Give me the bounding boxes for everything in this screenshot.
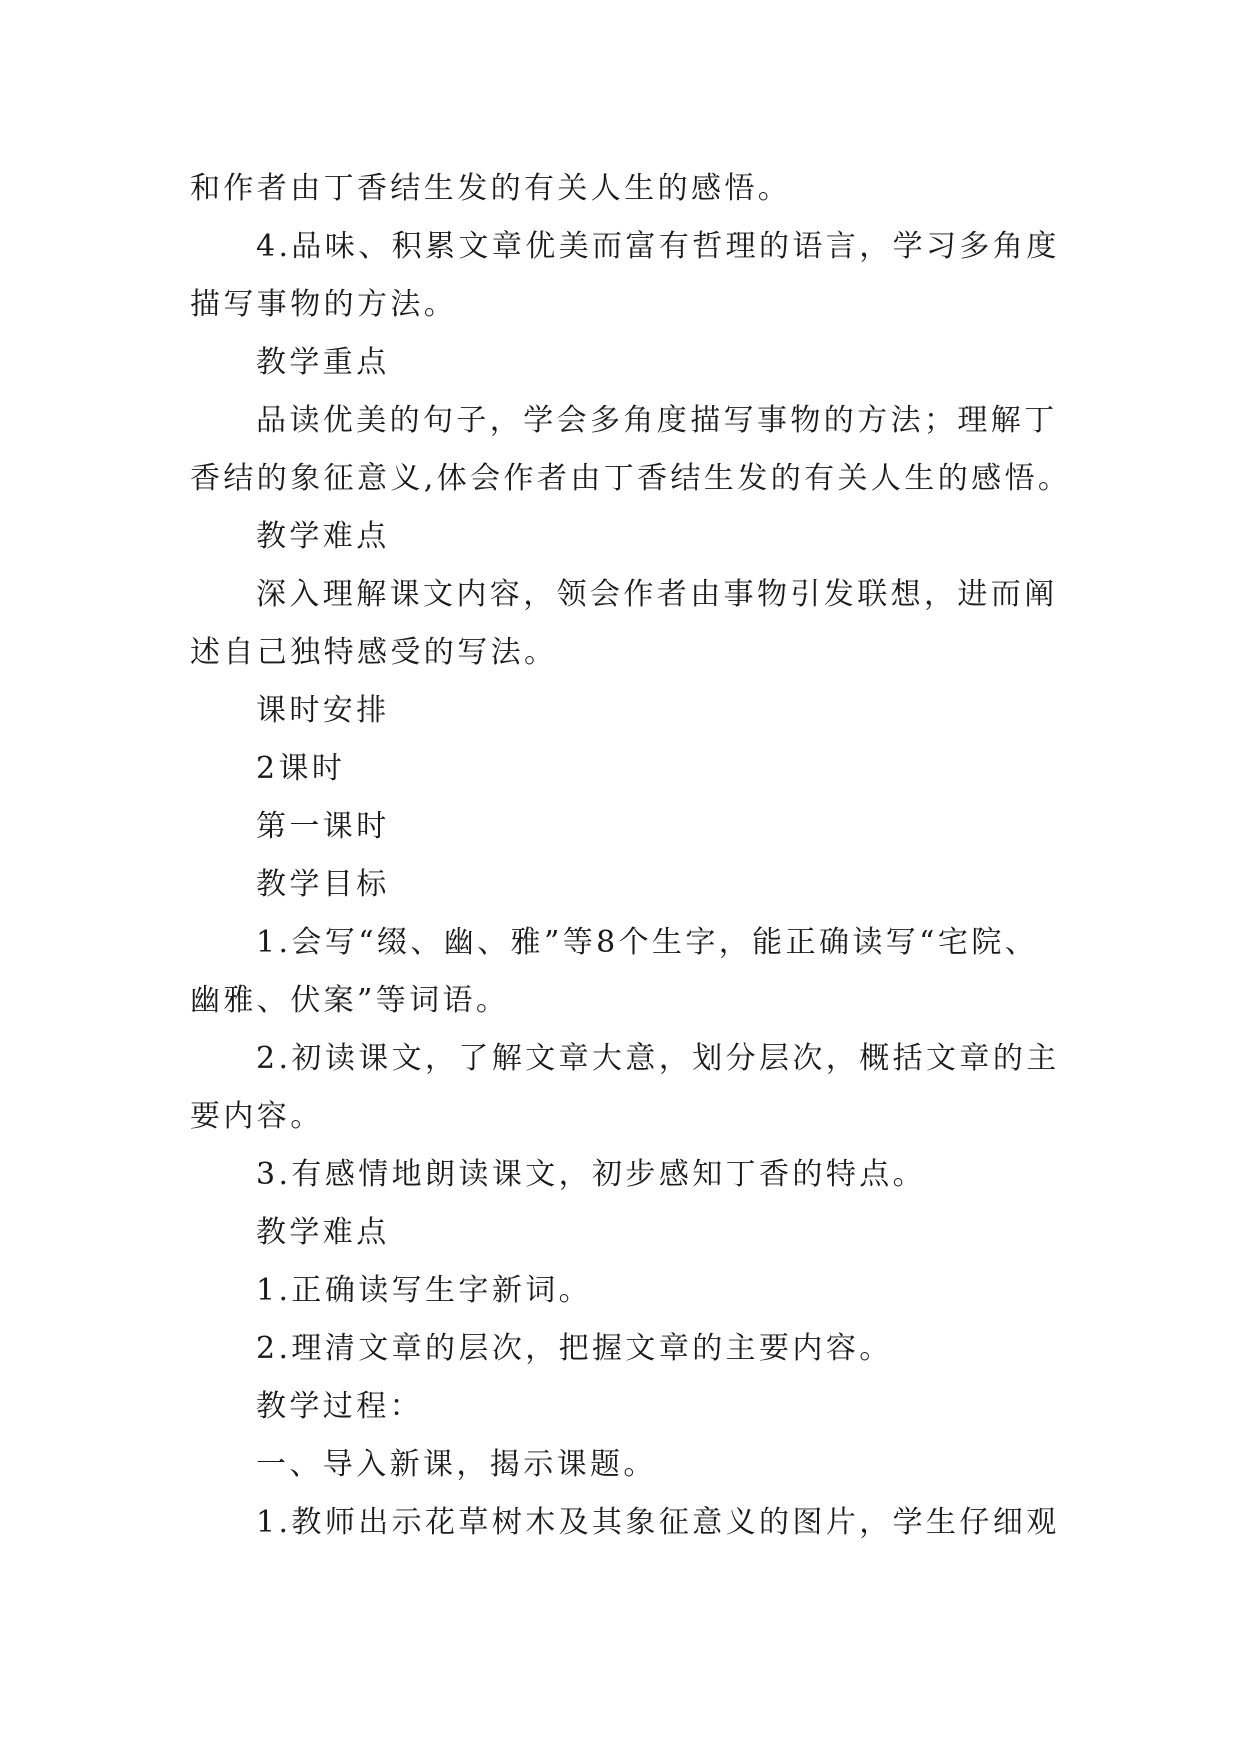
text-line-continuation: 香结的象征意义,体会作者由丁香结生发的有关人生的感悟。: [190, 461, 1072, 496]
section-heading-objectives: 教学目标: [256, 867, 390, 902]
document-body: [190, 160, 1072, 1552]
difficulties-paragraph: 深入理解课文内容，领会作者由事物引发联想，进而阐: [256, 577, 1058, 612]
text-line-continuation: 和作者由丁香结生发的有关人生的感悟。: [190, 171, 792, 206]
process-step-1: 一、导入新课，揭示课题。: [256, 1447, 657, 1482]
objective-item-2: 2.初读课文，了解文章大意，划分层次，概括文章的主: [256, 1041, 1060, 1076]
section-heading-difficulties-2: 教学难点: [256, 1215, 390, 1250]
text-line-continuation: 幽雅、伏案”等词语。: [190, 983, 510, 1018]
text-line-continuation: 描写事物的方法。: [190, 287, 458, 322]
section-heading-first-lesson: 第一课时: [256, 809, 390, 844]
section-heading-difficulties: 教学难点: [256, 519, 390, 554]
objective-item-4: 4.品味、积累文章优美而富有哲理的语言，学习多角度: [256, 229, 1060, 264]
section-heading-schedule: 课时安排: [256, 693, 390, 728]
objective-item-3: 3.有感情地朗读课文，初步感知丁香的特点。: [256, 1157, 927, 1192]
difficulty-item-1: 1.正确读写生字新词。: [256, 1273, 593, 1308]
schedule-value: 2课时: [256, 751, 346, 786]
text-line-continuation: 要内容。: [190, 1099, 324, 1134]
key-points-paragraph: 品读优美的句子，学会多角度描写事物的方法；理解丁: [256, 403, 1058, 438]
section-heading-key-points: 教学重点: [256, 345, 390, 380]
objective-item-1: 1.会写“缀、幽、雅”等8个生字，能正确读写“宅院、: [256, 925, 1039, 960]
difficulty-item-2: 2.理清文章的层次，把握文章的主要内容。: [256, 1331, 893, 1366]
text-line-continuation: 述自己独特感受的写法。: [190, 635, 558, 670]
process-item-1: 1.教师出示花草树木及其象征意义的图片，学生仔细观: [256, 1505, 1060, 1540]
section-heading-process: 教学过程：: [256, 1389, 423, 1424]
